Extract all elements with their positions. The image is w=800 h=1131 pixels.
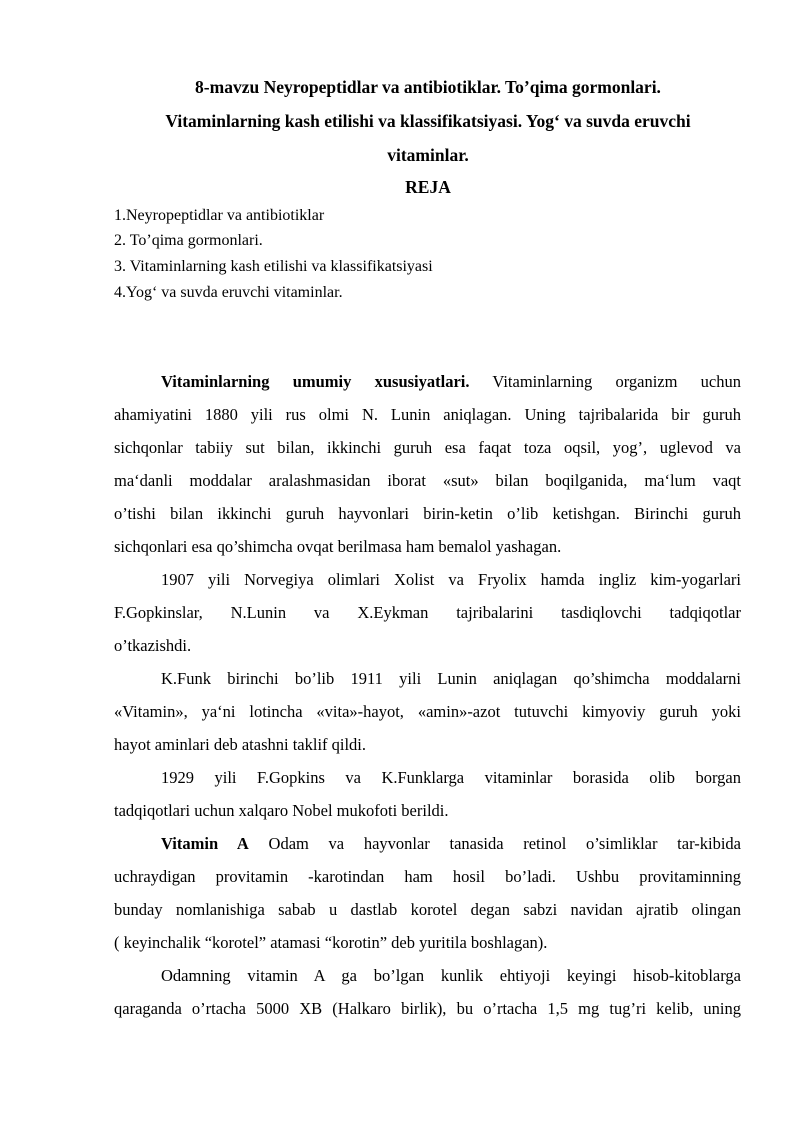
paragraph-1929-nobel [114,761,741,827]
paragraph-line: F.Gopkinslar, N.Lunin va X.Eykman tajribalarini tasdiqlovchi tadqiqotlar [114,603,741,622]
paragraph-line: sichqonlar tabiiy sut bilan, ikkinchi guruh esa faqat toza oqsil, yog’, uglevod va [114,438,741,457]
paragraph-1907 [114,563,741,662]
paragraph-line: ( keyinchalik “korotel” atamasi “korotin” deb yuritila boshlagan). [114,933,548,952]
section-heading-vitamin-a: Vitamin A [161,834,249,853]
paragraph-line: tadqiqotlari uchun xalqaro Nobel mukofoti berildi. [114,801,449,820]
plan-item-1: 1.Neyropeptidlar va antibiotiklar [114,207,325,224]
paragraph-line: 1907 yili Norvegiya olimlari Xolist va Fryolix hamda ingliz kim-yogarlari [161,570,741,589]
paragraph-line: hayot aminlari deb atashni taklif qildi. [114,735,367,754]
plan-heading: REJA [405,177,451,197]
plan-item-4: 4.Yog‘ va suvda eruvchi vitaminlar. [114,284,343,301]
paragraph-line: K.Funk birinchi bo’lib 1911 yili Lunin aniqlagan qo’shimcha moddalarni [161,669,741,688]
paragraph-vitamin-properties [114,365,741,563]
paragraph-line: Vitamin A Odam va hayvonlar tanasida retinol o’simliklar tar-kibida [161,834,741,853]
paragraph-line: sichqonlari esa qo’shimcha ovqat berilmasa ham bemalol yashagan. [114,537,562,556]
section-heading-vitamin-properties: Vitaminlarning umumiy xususiyatlari. [161,372,470,391]
paragraph-line: Odamning vitamin A ga bo’lgan kunlik ehtiyoji keyingi hisob-kitoblarga [161,966,741,985]
document-title-line-3: vitaminlar. [387,145,469,165]
paragraph-line: uchraydigan provitamin -karotindan ham hosil bo’ladi. Ushbu provitaminning [114,867,741,886]
document-title-line-1: 8-mavzu Neyropeptidlar va antibiotiklar. To’qima gormonlari. [195,77,661,97]
paragraph-daily-need [114,959,741,1025]
paragraph-funk-1911 [114,662,741,761]
plan-item-3: 3. Vitaminlarning kash etilishi va klassifikatsiyasi [114,258,433,275]
paragraph-line: o’tishi bilan ikkinchi guruh hayvonlari birin-ketin o’lib ketishgan. Birinchi guruh [114,504,741,523]
paragraph-line: o’tkazishdi. [114,636,192,655]
paragraph-line: qaraganda o’rtacha 5000 XB (Halkaro birlik), bu o’rtacha 1,5 mg tug’ri kelib, uning [114,999,741,1018]
paragraph-vitamin-a [114,827,741,959]
paragraph-line: Vitaminlarning umumiy xususiyatlari. Vitaminlarning organizm uchun [161,372,741,391]
document-title-line-2: Vitaminlarning kash etilishi va klassifikatsiyasi. Yog‘ va suvda eruvchi [165,111,691,131]
paragraph-line: ma‘danli moddalar aralashmasidan iborat «sut» bilan boqilganida, ma‘lum vaqt [114,471,741,490]
paragraph-line: bunday nomlanishiga sabab u dastlab korotel degan sabzi navidan ajratib olingan [114,900,741,919]
paragraph-line: 1929 yili F.Gopkins va K.Funklarga vitaminlar borasida olib borgan [161,768,741,787]
paragraph-line: ahamiyatini 1880 yili rus olmi N. Lunin aniqlagan. Uning tajribalarida bir guruh [114,405,741,424]
paragraph-line: «Vitamin», ya‘ni lotincha «vita»-hayot, «amin»-azot tutuvchi kimyoviy guruh yoki [114,702,741,721]
plan-item-2: 2. To’qima gormonlari. [114,232,263,249]
